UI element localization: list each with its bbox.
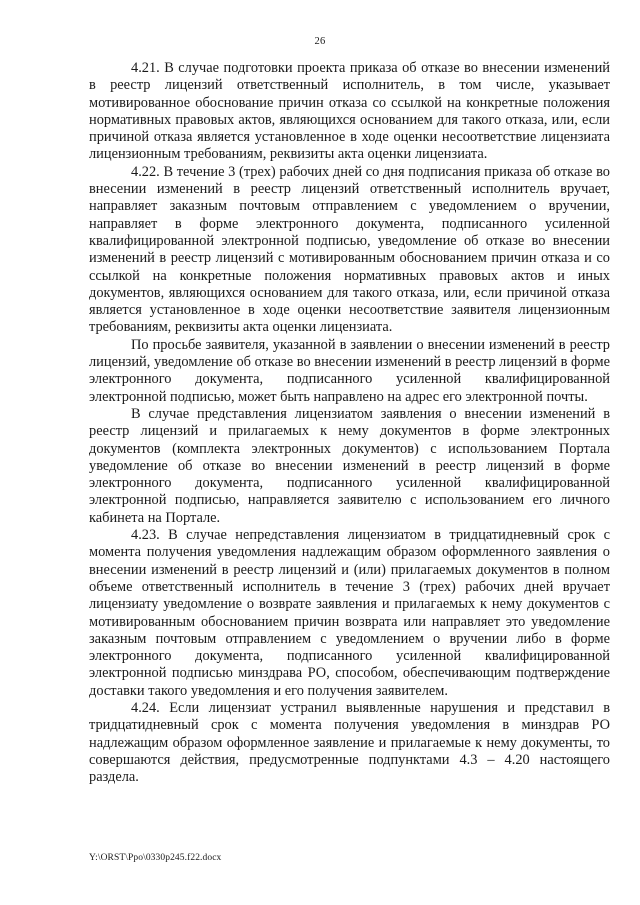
paragraph-portal-submission: В случае представления лицензиатом заявления о внесении изменений в реестр лицензий и прилагаемых к нему документов в форме электронных документов (комплекта электронных документов) с использованием Портала уведомление об отказе во внесении изменений в реестр лицензий в форме электронного документа, подписанного усиленной квалифицированной электронной подписью, направляется заявителю с использованием его личного кабинета на Портале. — [89, 405, 610, 526]
page-number: 26 — [314, 36, 326, 47]
document-body — [89, 60, 610, 786]
paragraph-4-22: 4.22. В течение 3 (трех) рабочих дней со дня подписания приказа об отказе во внесении изменений в реестр лицензий ответственный исполнитель вручает, направляет заказным почтовым отправлением с уведомлением о вручении, направляет в форме электронного документа, подписанного усиленной квалифицированной электронной подписью, уведомление об отказе во внесении изменений в реестр лицензий с мотивированным обоснованием причин отказа и со ссылкой на конкретные положения нормативных правовых актов и иных документов, являющихся основанием для такого отказа, или, если причиной отказа является установленное в ходе оценки несоответствие заявителя лицензионным требованиям, реквизиты акта оценки лицензиата. — [89, 163, 610, 336]
paragraph-email-request: По просьбе заявителя, указанной в заявлении о внесении изменений в реестр лицензий, уведомление об отказе во внесении изменений в реестр лицензий в форме электронного документа, подписанного усиленной квалифицированной электронной подписью, может быть направлено на адрес его электронной почты. — [89, 336, 610, 405]
paragraph-4-24: 4.24. Если лицензиат устранил выявленные нарушения и представил в тридцатидневный срок с момента получения уведомления в минздрав РО надлежащим образом оформленное заявление и прилагаемые к нему документы, то совершаются действия, предусмотренные подпунктами 4.3 – 4.20 настоящего раздела. — [89, 699, 610, 786]
footer-file-path: Y:\ORST\Ppo\0330p245.f22.docx — [89, 853, 222, 863]
paragraph-4-23: 4.23. В случае непредставления лицензиатом в тридцатидневный срок с момента получения уведомления надлежащим образом оформленного заявления о внесении изменений в реестр лицензий и (или) прилагаемых документов в полном объеме ответственный исполнитель в течение 3 (трех) рабочих дней вручает лицензиату уведомление о возврате заявления и прилагаемых к нему документов с мотивированным обоснованием причин возврата или направляет это уведомление заказным почтовым отправлением с уведомлением о вручении либо в форме электронного документа, подписанного усиленной квалифицированной электронной подписью минздрава РО, способом, обеспечивающим подтверждение доставки такого уведомления и его получения заявителем. — [89, 527, 610, 699]
paragraph-4-21: 4.21. В случае подготовки проекта приказа об отказе во внесении изменений в реестр лицензий ответственный исполнитель, в том числе, указывает мотивированное обоснование причин отказа со ссылкой на конкретные положения нормативных правовых актов, являющихся основанием для такого отказа, или, если причиной отказа является установленное в ходе оценки несоответствие лицензиата лицензионным требованиям, реквизиты акта оценки лицензиата. — [89, 60, 610, 163]
